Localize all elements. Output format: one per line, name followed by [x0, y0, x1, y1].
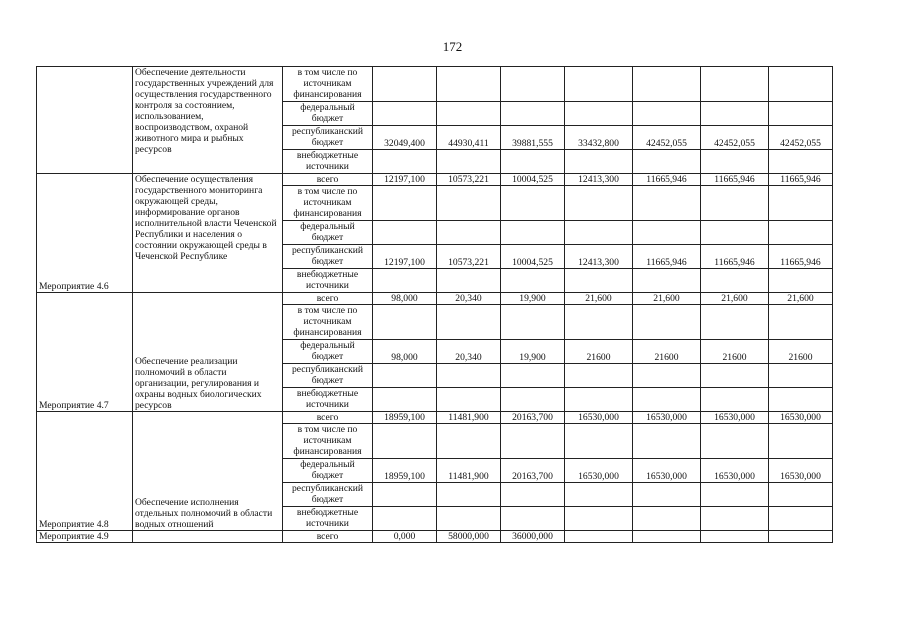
activity-cell [37, 67, 133, 174]
value-cell: 11665,946 [701, 245, 769, 269]
value-cell [769, 388, 833, 412]
value-cell: 11665,946 [769, 174, 833, 186]
activity-cell: Мероприятие 4.9 [37, 531, 133, 543]
value-cell [373, 269, 437, 293]
value-cell [769, 221, 833, 245]
value-cell: 0,000 [373, 531, 437, 543]
value-cell [437, 364, 501, 388]
value-cell [701, 483, 769, 507]
value-cell [633, 507, 701, 531]
value-cell [373, 67, 437, 102]
value-cell: 18959,100 [373, 412, 437, 424]
value-cell: 19,900 [501, 340, 565, 364]
value-cell [565, 364, 633, 388]
value-cell: 11481,900 [437, 459, 501, 483]
value-cell [633, 483, 701, 507]
value-cell [701, 186, 769, 221]
value-cell: 10004,525 [501, 174, 565, 186]
value-cell [701, 150, 769, 174]
value-cell [501, 388, 565, 412]
value-cell [565, 221, 633, 245]
value-cell [769, 364, 833, 388]
value-cell: 20,340 [437, 340, 501, 364]
value-cell [769, 507, 833, 531]
value-cell [701, 364, 769, 388]
value-cell: 12197,100 [373, 174, 437, 186]
value-cell: 19,900 [501, 293, 565, 305]
value-cell: 16530,000 [769, 459, 833, 483]
table-row [37, 174, 833, 186]
value-cell [437, 186, 501, 221]
value-cell: 58000,000 [437, 531, 501, 543]
value-cell: 21600 [769, 340, 833, 364]
value-cell: 21,600 [769, 293, 833, 305]
value-cell [437, 483, 501, 507]
value-cell: 21600 [633, 340, 701, 364]
value-cell [437, 305, 501, 340]
value-cell [633, 305, 701, 340]
value-cell [565, 531, 633, 543]
value-cell: 36000,000 [501, 531, 565, 543]
description-cell [133, 531, 283, 543]
value-cell [633, 269, 701, 293]
value-cell: 11665,946 [633, 174, 701, 186]
funding-source-cell: всего [283, 174, 373, 186]
value-cell: 20,340 [437, 293, 501, 305]
table-body [37, 67, 833, 543]
value-cell: 16530,000 [565, 459, 633, 483]
value-cell [769, 531, 833, 543]
value-cell [501, 186, 565, 221]
table-row [37, 412, 833, 424]
funding-source-cell: федеральный бюджет [283, 221, 373, 245]
value-cell [437, 102, 501, 126]
value-cell [437, 269, 501, 293]
value-cell [501, 424, 565, 459]
value-cell: 21,600 [565, 293, 633, 305]
value-cell: 20163,700 [501, 459, 565, 483]
value-cell [633, 364, 701, 388]
value-cell [769, 150, 833, 174]
value-cell: 10573,221 [437, 174, 501, 186]
description-cell: Обеспечение деятельности государственных учреждений для осуществления государственного контроля за состоянием, использованием, воспроизводством, охраной животного мира и рыбных ресурсов [133, 67, 283, 174]
description-cell: Обеспечение осуществления государственного мониторинга окружающей среды, информирование органов исполнительной власти Чеченской Республики и населения о состоянии окружающей среды в Чеченской Республике [133, 174, 283, 293]
value-cell: 42452,055 [701, 126, 769, 150]
value-cell: 98,000 [373, 340, 437, 364]
value-cell: 16530,000 [701, 412, 769, 424]
value-cell [769, 269, 833, 293]
value-cell [565, 269, 633, 293]
value-cell: 16530,000 [633, 459, 701, 483]
value-cell [501, 269, 565, 293]
value-cell [437, 388, 501, 412]
activity-cell: Мероприятие 4.7 [37, 293, 133, 412]
value-cell [701, 269, 769, 293]
value-cell [769, 483, 833, 507]
value-cell: 21600 [565, 340, 633, 364]
activity-cell: Мероприятие 4.8 [37, 412, 133, 531]
value-cell: 32049,400 [373, 126, 437, 150]
value-cell [565, 186, 633, 221]
value-cell [373, 221, 437, 245]
value-cell: 10573,221 [437, 245, 501, 269]
value-cell [501, 364, 565, 388]
value-cell [633, 221, 701, 245]
value-cell [701, 531, 769, 543]
value-cell [501, 150, 565, 174]
value-cell [701, 388, 769, 412]
funding-source-cell: всего [283, 531, 373, 543]
value-cell: 20163,700 [501, 412, 565, 424]
value-cell [633, 150, 701, 174]
value-cell [769, 305, 833, 340]
value-cell [501, 102, 565, 126]
funding-source-cell: республиканский бюджет [283, 483, 373, 507]
value-cell: 12413,300 [565, 174, 633, 186]
value-cell [373, 483, 437, 507]
table-row [37, 293, 833, 305]
value-cell [769, 102, 833, 126]
value-cell [633, 424, 701, 459]
funding-source-cell: всего [283, 412, 373, 424]
value-cell [769, 67, 833, 102]
value-cell: 21,600 [633, 293, 701, 305]
value-cell: 21,600 [701, 293, 769, 305]
value-cell [437, 221, 501, 245]
value-cell [565, 305, 633, 340]
value-cell [633, 388, 701, 412]
funding-source-cell: в том числе по источникам финансирования [283, 305, 373, 340]
value-cell [633, 186, 701, 221]
value-cell: 16530,000 [701, 459, 769, 483]
page-number: 172 [442, 39, 463, 54]
value-cell [565, 483, 633, 507]
funding-source-cell: федеральный бюджет [283, 102, 373, 126]
value-cell [501, 221, 565, 245]
value-cell: 12413,300 [565, 245, 633, 269]
funding-source-cell: внебюджетные источники [283, 507, 373, 531]
value-cell [769, 186, 833, 221]
value-cell [565, 507, 633, 531]
value-cell: 11665,946 [701, 174, 769, 186]
value-cell [701, 102, 769, 126]
value-cell: 18959,100 [373, 459, 437, 483]
table-row [37, 67, 833, 102]
value-cell [701, 507, 769, 531]
value-cell: 42452,055 [769, 126, 833, 150]
value-cell [701, 221, 769, 245]
funding-source-cell: в том числе по источникам финансирования [283, 186, 373, 221]
funding-source-cell: республиканский бюджет [283, 364, 373, 388]
value-cell: 39881,555 [501, 126, 565, 150]
value-cell [501, 507, 565, 531]
description-cell: Обеспечение исполнения отдельных полномочий в области водных отношений [133, 412, 283, 531]
value-cell [701, 424, 769, 459]
value-cell [701, 305, 769, 340]
value-cell: 16530,000 [769, 412, 833, 424]
funding-source-cell: внебюджетные источники [283, 388, 373, 412]
value-cell: 42452,055 [633, 126, 701, 150]
value-cell [373, 150, 437, 174]
value-cell [565, 424, 633, 459]
value-cell [565, 150, 633, 174]
value-cell [437, 150, 501, 174]
value-cell [373, 186, 437, 221]
description-cell: Обеспечение реализации полномочий в области организации, регулирования и охраны водных биологических ресурсов [133, 293, 283, 412]
value-cell [565, 102, 633, 126]
value-cell [501, 67, 565, 102]
budget-table [36, 66, 833, 543]
value-cell [373, 364, 437, 388]
value-cell [633, 67, 701, 102]
value-cell [633, 531, 701, 543]
value-cell: 21600 [701, 340, 769, 364]
funding-source-cell: всего [283, 293, 373, 305]
funding-source-cell: внебюджетные источники [283, 150, 373, 174]
value-cell: 11481,900 [437, 412, 501, 424]
value-cell: 98,000 [373, 293, 437, 305]
funding-source-cell: федеральный бюджет [283, 340, 373, 364]
value-cell [373, 507, 437, 531]
value-cell: 12197,100 [373, 245, 437, 269]
value-cell [501, 483, 565, 507]
funding-source-cell: внебюджетные источники [283, 269, 373, 293]
value-cell: 16530,000 [565, 412, 633, 424]
funding-source-cell: республиканский бюджет [283, 245, 373, 269]
value-cell: 16530,000 [633, 412, 701, 424]
value-cell [437, 507, 501, 531]
funding-source-cell: республиканский бюджет [283, 126, 373, 150]
funding-source-cell: в том числе по источникам финансирования [283, 67, 373, 102]
value-cell [565, 388, 633, 412]
value-cell [501, 305, 565, 340]
value-cell [373, 388, 437, 412]
value-cell [769, 424, 833, 459]
value-cell [373, 424, 437, 459]
value-cell [437, 424, 501, 459]
value-cell [701, 67, 769, 102]
value-cell: 11665,946 [633, 245, 701, 269]
value-cell [565, 67, 633, 102]
value-cell: 11665,946 [769, 245, 833, 269]
value-cell [633, 102, 701, 126]
value-cell: 33432,800 [565, 126, 633, 150]
funding-source-cell: в том числе по источникам финансирования [283, 424, 373, 459]
value-cell [437, 67, 501, 102]
activity-cell: Мероприятие 4.6 [37, 174, 133, 293]
table-row [37, 531, 833, 543]
value-cell: 44930,411 [437, 126, 501, 150]
value-cell [373, 102, 437, 126]
funding-source-cell: федеральный бюджет [283, 459, 373, 483]
value-cell [373, 305, 437, 340]
value-cell: 10004,525 [501, 245, 565, 269]
